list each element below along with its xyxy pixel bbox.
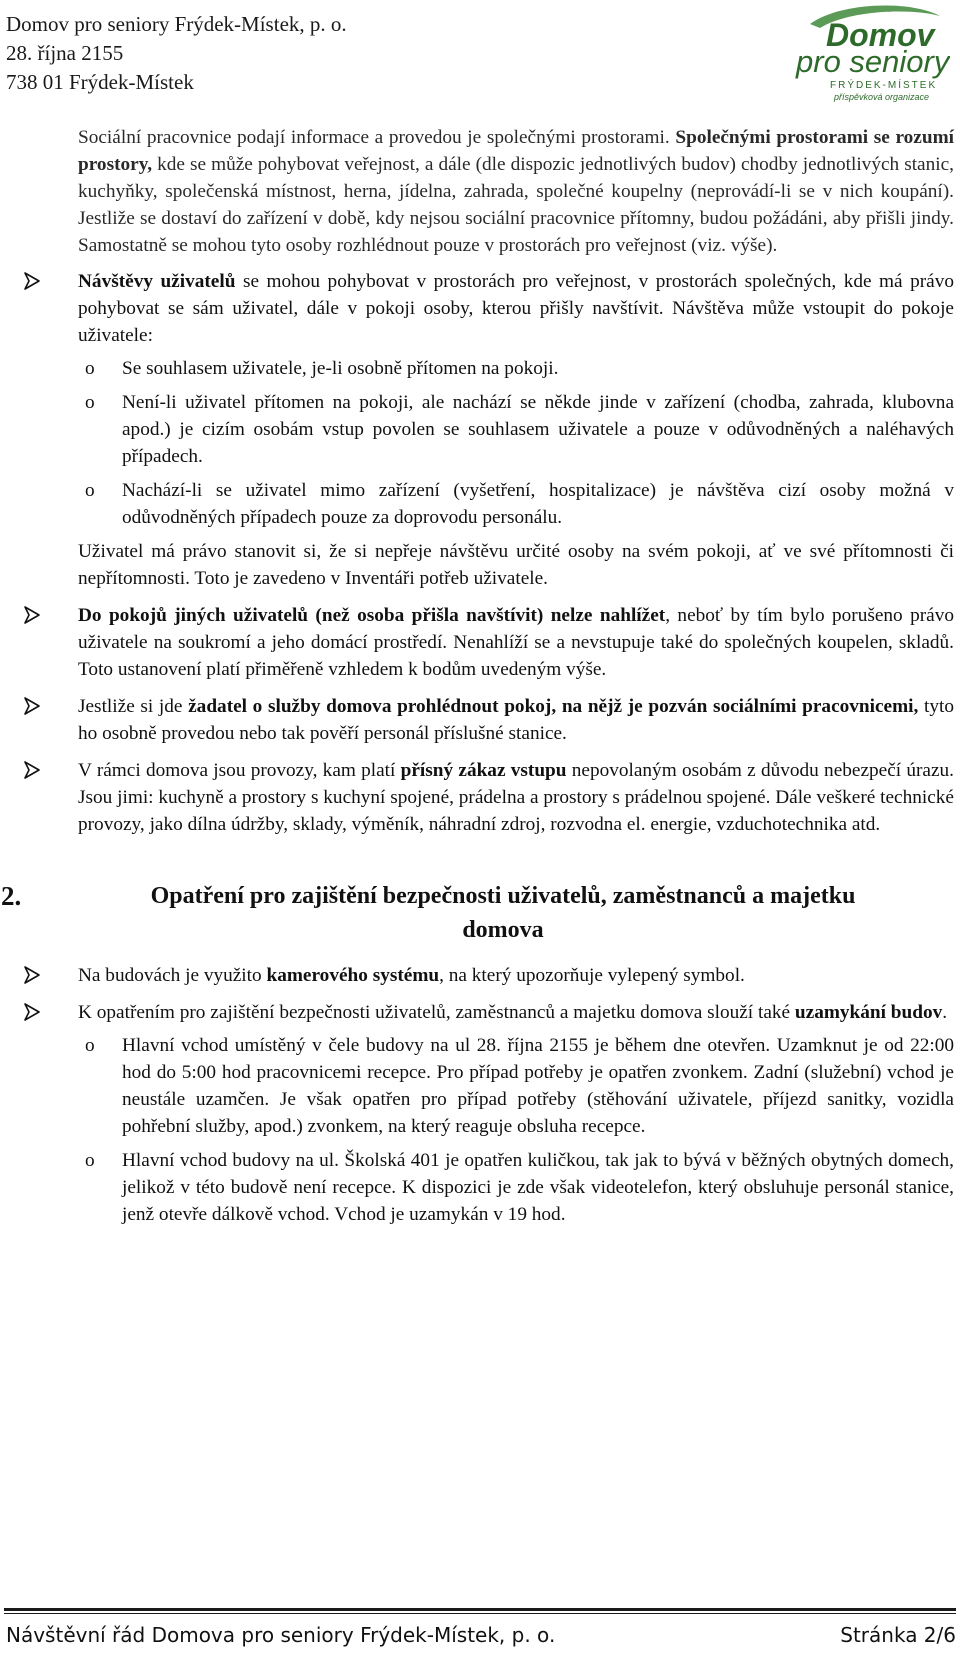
sub-marker: o: [85, 1150, 95, 1171]
sub-marker: o: [85, 480, 95, 501]
arrowhead-bullet-icon: [22, 965, 42, 985]
footer-page-number: Stránka 2/6: [840, 1623, 956, 1647]
bullet-ban: [78, 757, 954, 838]
applicant-paragraph: Jestliže si jde žadatel o služby domova prohlédnout pokoj, na nějž je pozván sociálními pracovnicemi, tyto ho osobně provedou nebo tak pověří personál příslušné stanice.: [78, 696, 954, 744]
arrowhead-bullet-icon: [22, 696, 42, 716]
visits-after-paragraph: Uživatel má právo stanovit si, že si nepřeje návštěvu určité osoby na svém pokoji, ať ve své přítomnosti či nepřítomnosti. Toto je zavedeno v Inventáři potřeb uživatele.: [78, 541, 954, 589]
rooms-paragraph: Do pokojů jiných uživatelů (než osoba přišla navštívit) nelze nahlížet, neboť by tím bylo porušeno právo uživatele na soukromí a jeho domácí prostředí. Nenahlíží se a nevstupuje také do společných koupelen, skladů. Toto ustanovení platí přiměřeně vzhledem k bodům uvedeným výše.: [78, 605, 954, 680]
arrowhead-bullet-icon: [22, 760, 42, 780]
ban-paragraph: V rámci domova jsou provozy, kam platí přísný zákaz vstupu nepovolaným osobám z důvodu nebezpečí úrazu. Jsou jimi: kuchyně a prostory s kuchyní spojené, prádelna a prostory s prádelnou spojené. Dále veškeré technické provozy, jako dílna údržby, sklady, výměník, náhradní zdroj, rozvodna el. energie, vzduchotechnika atd.: [78, 760, 954, 835]
sub-marker: o: [85, 392, 95, 413]
bullet-visits: [78, 268, 954, 592]
arrowhead-bullet-icon: [22, 271, 42, 291]
street-address: 28. října 2155: [6, 41, 124, 65]
visits-paragraph: Návštěvy uživatelů se mohou pohybovat v prostorách pro veřejnost, v prostorách společných, kde má právo pohybovat se sám uživatel, dále v pokoji osoby, kterou přišly navštívit. Návštěva může vstoupit do pokoje uživatele:: [78, 271, 954, 346]
logo-tagline: příspěvková organizace: [834, 92, 930, 102]
city-address: 738 01 Frýdek-Místek: [6, 70, 194, 94]
bullet-applicant: [78, 693, 954, 747]
section-title-line-2: domova: [462, 917, 544, 943]
locking-paragraph: K opatřením pro zajištění bezpečnosti uživatelů, zaměstnanců a majetku domova slouží také uzamykání budov.: [78, 1002, 948, 1023]
visits-sub-item-1: o Se souhlasem uživatele, je-li osobně přítomen na pokoji.: [78, 355, 954, 382]
locking-sub-item-2: o Hlavní vchod budovy na ul. Školská 401 je opatřen kuličkou, tak jak to bývá v běžných obytných domech, jelikož v této budově není recepce. K dispozici je zde však videotelefon, který obsluhuje personál stanice, jenž otevře dálkově vchod. Vchod je uzamykán v 19 hod.: [78, 1147, 954, 1228]
domov-logo: [790, 2, 950, 108]
visits-sub-item-2: o Není-li uživatel přítomen na pokoji, ale nachází se někde jinde v zařízení (chodba, zahrada, klubovna apod.) je cizím osobám vstup povolen se souhlasem uživatele a pouze v odůvodněných a naléhavých případech.: [78, 389, 954, 470]
page-footer: [6, 1620, 956, 1650]
section-2-heading: [1, 879, 954, 947]
camera-paragraph: Na budovách je využito kamerového systému, na který upozorňuje vylepený symbol.: [78, 965, 745, 986]
footer-divider: [4, 1608, 956, 1611]
arrowhead-bullet-icon: [22, 605, 42, 625]
document-body: [1, 124, 954, 1238]
bullet-rooms: [78, 602, 954, 683]
sub-marker: o: [85, 358, 95, 379]
arrowhead-bullet-icon: [22, 1002, 42, 1022]
continuation-paragraph: Sociální pracovnice podají informace a provedou je společnými prostorami. Společnými prostorami se rozumí prostory, kde se může pohybovat veřejnost, a dále (dle dispozic jednotlivých budov) chodby jednotlivých stanic, kuchyňky, společenská místnost, herna, jídelna, zahrada, společné koupelny (neprovádí-li se v nich koupání). Jestliže se dostaví do zařízení v době, kdy nejsou sociální pracovnice přítomny, budou požádáni, aby přišli jindy. Samostatně se mohou tyto osoby rozhlédnout pouze v prostorách pro veřejnost (viz. výše).: [78, 127, 954, 256]
logo-word-domov: Domov: [826, 17, 935, 53]
section-title-line-1: Opatření pro zajištění bezpečnosti uživatelů, zaměstnanců a majetku: [150, 883, 856, 909]
section-number: 2.: [1, 881, 22, 911]
bullet-locking: [78, 999, 954, 1228]
bullet-camera: [78, 962, 954, 989]
org-name: Domov pro seniory Frýdek-Místek, p. o.: [6, 12, 347, 36]
locking-sub-item-1: o Hlavní vchod umístěný v čele budovy na ul 28. října 2155 je během dne otevřen. Uzamknut je od 22:00 hod do 5:00 hod pracovnicemi recepce. Pro případ potřeby je opatřen zvonkem. Zadní (služební) vchod je neustále uzamčen. Je však opatřen pro případ potřeby (stěhování uživatele, příjezd sanitky, vozidla pohřební služby, apod.) zvonkem, na který reaguje obsluha recepce.: [78, 1032, 954, 1140]
header-address: [6, 10, 347, 97]
footer-document-title: Návštěvní řád Domova pro seniory Frýdek-Místek, p. o.: [6, 1623, 556, 1647]
visits-sub-item-3: o Nachází-li se uživatel mimo zařízení (vyšetření, hospitalizace) je návštěva cizí osoby možná v odůvodněných případech pouze za doprovodu personálu.: [78, 477, 954, 531]
footer-divider-thin: [4, 1613, 956, 1614]
sub-marker: o: [85, 1035, 95, 1056]
logo-word-pro-seniory: pro seniory: [796, 44, 950, 79]
logo-subtitle: FRÝDEK-MÍSTEK: [830, 80, 938, 91]
